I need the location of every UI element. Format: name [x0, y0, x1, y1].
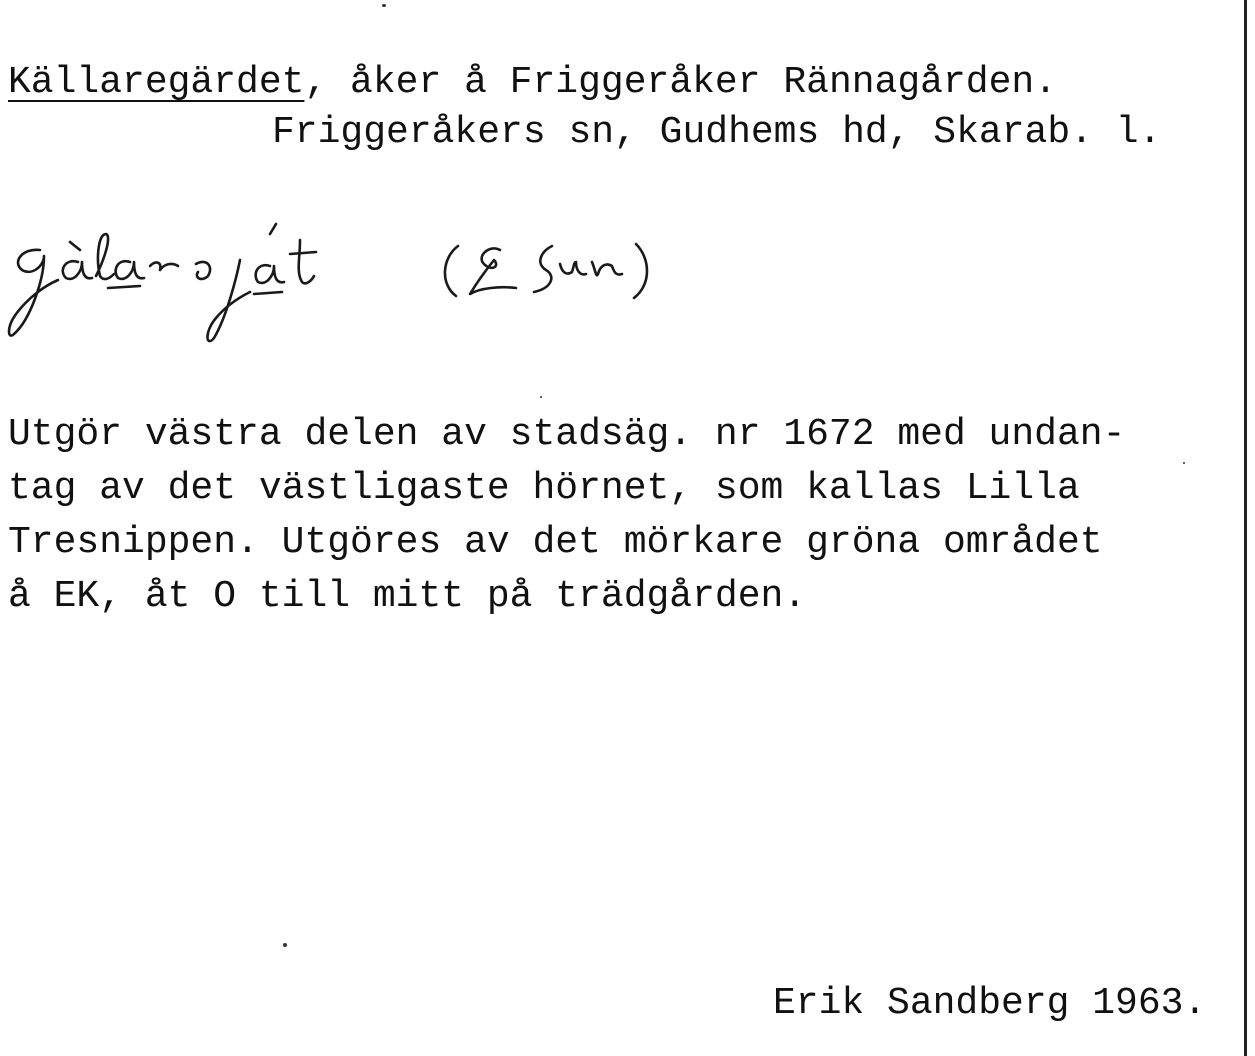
scan-speck [1183, 462, 1185, 464]
place-name: Källaregärdet [8, 61, 305, 104]
handwritten-pronunciation [0, 200, 720, 360]
description-line: Tresnippen. Utgöres av det mörkare gröna området [8, 521, 1103, 564]
description-line: å EK, åt O till mitt på trädgården. [8, 575, 807, 618]
scan-speck [283, 943, 287, 947]
description-line: Utgör västra delen av stadsäg. nr 1672 med undan- [8, 413, 1126, 456]
signature: Erik Sandberg 1963. [773, 982, 1207, 1025]
heading-rest: , åker å Friggeråker Rännagården. [304, 61, 1057, 104]
card-edge [1244, 0, 1247, 1056]
heading-line [8, 61, 1057, 104]
scan-speck [382, 4, 386, 7]
description-line: tag av det västligaste hörnet, som kallas Lilla [8, 467, 1080, 510]
location-line: Friggeråkers sn, Gudhems hd, Skarab. l. [272, 111, 1162, 154]
scan-speck [540, 396, 542, 398]
description [8, 408, 1125, 624]
